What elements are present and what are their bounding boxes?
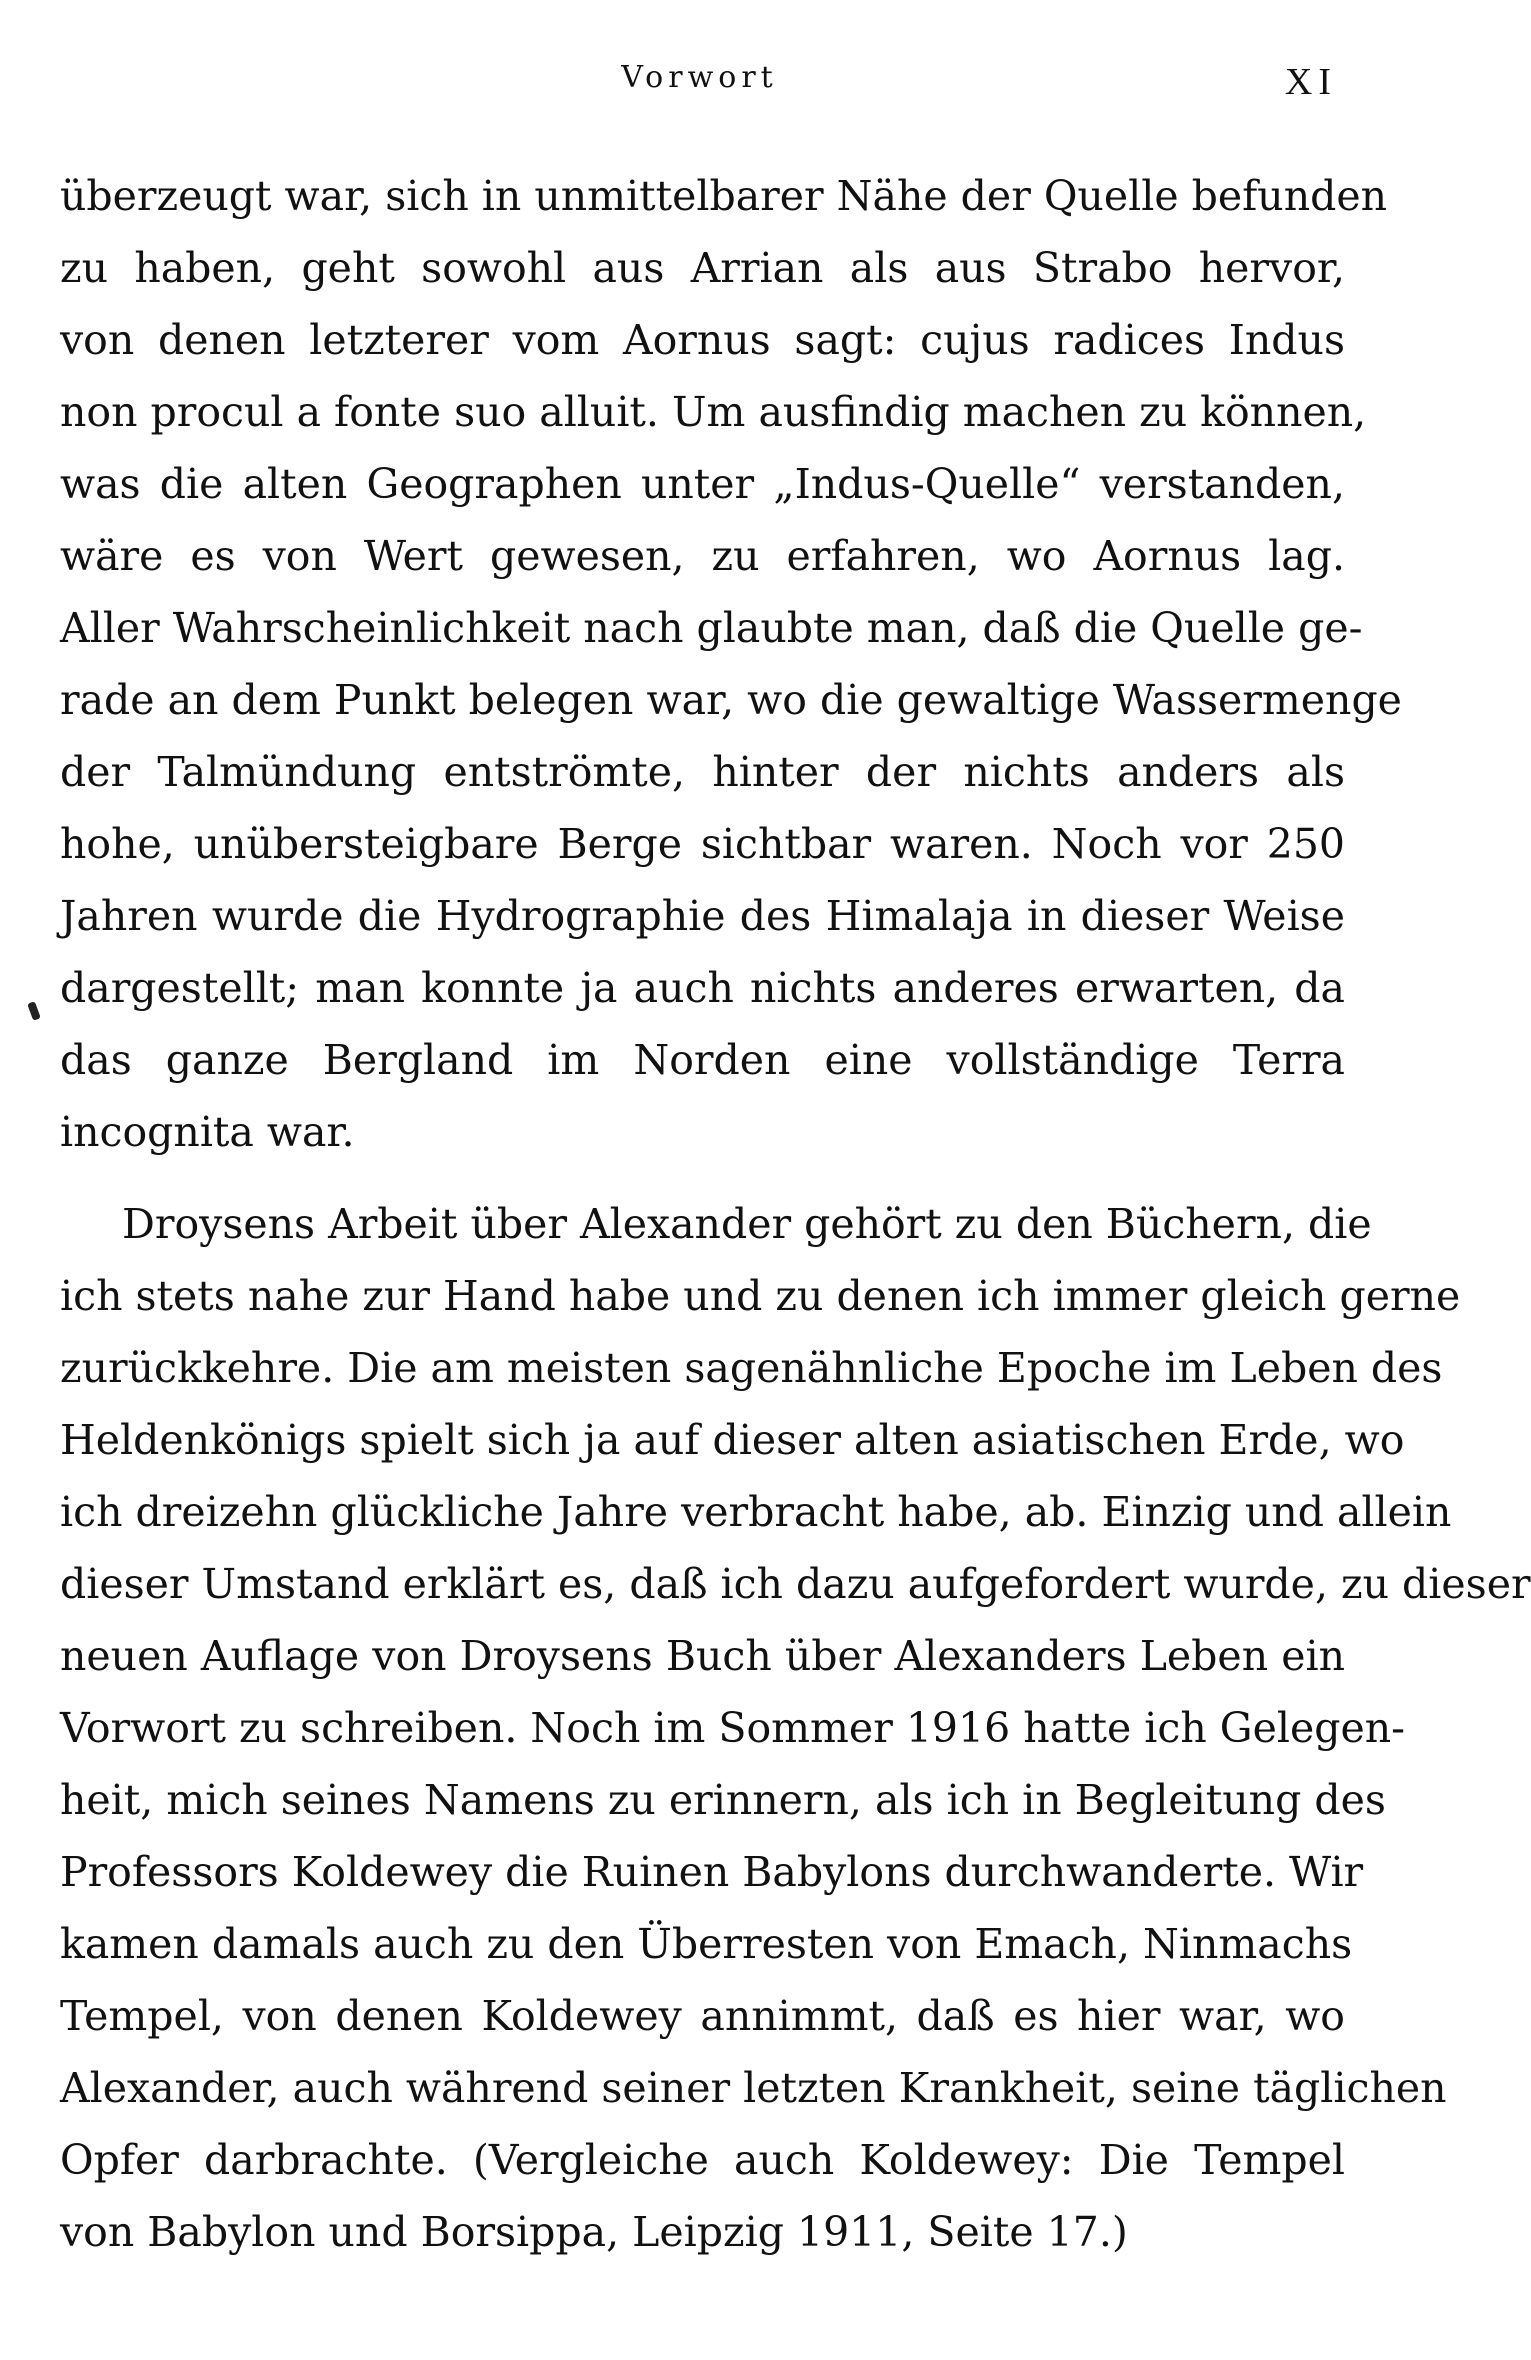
- paragraph-spacer: [60, 1168, 1345, 1188]
- text-line: von Babylon und Borsippa, Leipzig 1911, Seite 17.): [60, 2208, 1128, 2256]
- text-line: Vorwort zu schreiben. Noch im Sommer 1916 hatte ich Gelegen-: [60, 1704, 1405, 1752]
- text-line: neuen Auflage von Droysens Buch über Alexanders Leben ein: [60, 1632, 1345, 1680]
- text-line: was die alten Geographen unter „Indus-Quelle“ verstanden,: [60, 460, 1345, 508]
- text-line: Aller Wahrscheinlichkeit nach glaubte man, daß die Quelle ge-: [60, 604, 1363, 652]
- text-line: heit, mich seines Namens zu erinnern, als ich in Begleitung des: [60, 1776, 1386, 1824]
- text-line: dargestellt; man konnte ja auch nichts anderes erwarten, da: [60, 964, 1345, 1012]
- text-line: Droysens Arbeit über Alexander gehört zu den Büchern, die: [122, 1200, 1372, 1248]
- paragraph: [60, 1188, 1531, 2268]
- text-line: ich dreizehn glückliche Jahre verbracht habe, ab. Einzig und allein: [60, 1488, 1452, 1536]
- text-line: Opfer darbrachte. (Vergleiche auch Koldewey: Die Tempel: [60, 2136, 1345, 2184]
- text-line: Jahren wurde die Hydrographie des Himalaja in dieser Weise: [60, 892, 1345, 940]
- text-line: ich stets nahe zur Hand habe und zu denen ich immer gleich gerne: [60, 1272, 1461, 1320]
- text-line: zu haben, geht sowohl aus Arrian als aus Strabo hervor,: [60, 244, 1345, 292]
- text-line: Alexander, auch während seiner letzten Krankheit, seine täglichen: [60, 2064, 1447, 2112]
- text-line: wäre es von Wert gewesen, zu erfahren, wo Aornus lag.: [60, 532, 1345, 580]
- page-number: XI: [1284, 61, 1337, 103]
- text-line: zurückkehre. Die am meisten sagenähnliche Epoche im Leben des: [60, 1344, 1443, 1392]
- text-line: Heldenkönigs spielt sich ja auf dieser alten asiatischen Erde, wo: [60, 1416, 1405, 1464]
- body-text: [60, 160, 1531, 2268]
- text-line: incognita war.: [60, 1108, 355, 1156]
- text-line: das ganze Bergland im Norden eine vollständige Terra: [60, 1036, 1345, 1084]
- text-line: dieser Umstand erklärt es, daß ich dazu aufgefordert wurde, zu dieser: [60, 1560, 1531, 1608]
- text-line: hohe, unübersteigbare Berge sichtbar waren. Noch vor 250: [60, 820, 1345, 868]
- text-line: kamen damals auch zu den Überresten von Emach, Ninmachs: [60, 1920, 1353, 1968]
- text-line: non procul a fonte suo alluit. Um ausfindig machen zu können,: [60, 388, 1367, 436]
- paragraph: [60, 160, 1402, 1168]
- text-line: überzeugt war, sich in unmittelbarer Nähe der Quelle befunden: [60, 172, 1388, 220]
- text-line: Tempel, von denen Koldewey annimmt, daß es hier war, wo: [60, 1992, 1345, 2040]
- text-line: von denen letzterer vom Aornus sagt: cujus radices Indus: [60, 316, 1345, 364]
- margin-ink-mark: [27, 1001, 41, 1021]
- text-line: der Talmündung entströmte, hinter der nichts anders als: [60, 748, 1345, 796]
- running-title: Vorwort: [621, 60, 778, 95]
- text-line: rade an dem Punkt belegen war, wo die gewaltige Wassermenge: [60, 676, 1402, 724]
- text-line: Professors Koldewey die Ruinen Babylons durchwanderte. Wir: [60, 1848, 1364, 1896]
